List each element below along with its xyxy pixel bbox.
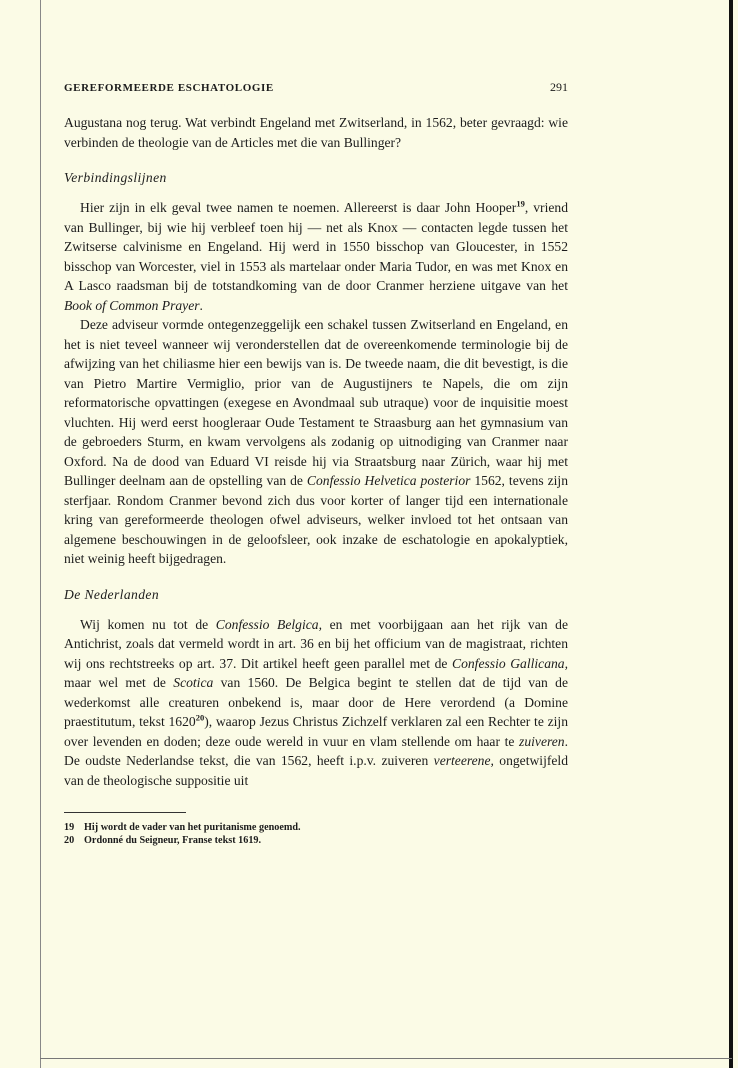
- text-run: .: [199, 297, 203, 313]
- running-header: [64, 80, 568, 95]
- text-run: Deze adviseur vormde ontegenzeggelijk een schakel tussen Zwitserland en Engeland, en het is niet teveel wanneer wij veronderstellen dat de overeenkomende terminologie bij de afwijzing van het chiliasme hier een bewijs van is. De tweede naam, die dit bevestigt, is die van Pietro Martire Vermiglio, prior van de Augustijners te Napels, die om zijn reformatorische opvattingen (exegese en Avondmaal sub utraque) voor de inquisitie moest vluchten. Hij werd eerst hoogleraar Oude Testament te Straasburg aan het gymnasium van de gebroeders Sturm, en kwam vervolgens als zodanig op uitnodiging van Cranmer naar Oxford. Na de dood van Eduard VI reisde hij via Straatsburg naar Zürich, waar hij met Bullinger deelnam aan de opstelling van de: [64, 317, 568, 488]
- italic-title-book-of-common-prayer: Book of Common Prayer: [64, 297, 200, 313]
- intro-paragraph: Augustana nog terug. Wat verbindt Engeland met Zwitserland, in 1562, beter gevraagd: wie verbinden de theologie van de Articles met die van Bullinger?: [64, 115, 568, 150]
- page-number: 291: [550, 80, 568, 94]
- running-title: GEREFORMEERDE ESCHATOLOGIE: [64, 82, 274, 94]
- text-run: . De oudste Nederlandse tekst, die van 1562, heeft i.p.v. zuiveren: [64, 733, 568, 768]
- text-run: , vriend van Bullinger, bij wie hij verbleef toen hij — net als Knox — contacten legde tussen het Zwitserse calvinisme en Engeland. Hij werd in 1550 bisschop van Gloucester, in 1552 bisschop van Worcester, viel in 1553 als martelaar onder Maria Tudor, en was met Knox en A Lasco raadsman bij de totstandkoming van de door Cranmer herziene uitgave van het: [64, 200, 568, 293]
- italic-title-confessio-helvetica: Confessio Helvetica posterior: [306, 473, 471, 488]
- paragraph-vermigli: [64, 315, 568, 569]
- page-content: [64, 80, 568, 847]
- text-run: maar wel met de: [64, 675, 174, 690]
- italic-word-zuiveren: zuiveren: [519, 733, 565, 749]
- footnote-ref-20[interactable]: 20: [195, 712, 205, 723]
- italic-title-confessio-belgica: Confessio Belgica,: [215, 616, 322, 632]
- page-left-edge: [40, 0, 41, 1068]
- text-run: 1562, tevens zijn sterfjaar. Rondom Cranmer bevond zich dus voor korter of langer tijd een internationale kring van gereformeerde theologen ofwel adviseurs, welker invloed tot het ontsaan van algemene beschouwingen in de geloofsleer, ook inzake de eschatologie en apokalyptiek, niet weinig heeft bijgedragen.: [64, 473, 568, 566]
- paragraph-confessio-belgica: [64, 615, 568, 791]
- footnote-text: Hij wordt de vader van het puritanisme genoemd.: [84, 822, 301, 833]
- text-run: en met voorbijgaan aan het rijk van de Antichrist, zoals dat vermeld wordt in art. 36 en bij het officium van de magistraat, richten wij ons rechtstreeks op art. 37. Dit artikel heeft geen parallel met de: [64, 616, 569, 671]
- footnote-ref-19[interactable]: 19: [516, 198, 525, 209]
- text-run: Wij komen nu tot de: [80, 616, 216, 632]
- paragraph-hooper: [64, 198, 568, 315]
- footnote-number: 19: [64, 822, 75, 833]
- italic-word-verteerene: verteerene,: [433, 753, 494, 768]
- footnote-19: [64, 821, 568, 834]
- footnote-number: 20: [64, 835, 75, 846]
- text-run: ongetwijfeld van de theologische suppositie uit: [64, 753, 568, 788]
- footnote-divider: [64, 812, 186, 813]
- page-bottom-edge: [40, 1058, 732, 1059]
- italic-title-confessio-gallicana: Confessio Gallicana,: [452, 655, 568, 671]
- section-heading-verbindingslijnen: Verbindingslijnen: [64, 170, 167, 185]
- footnote-text: Ordonné du Seigneur, Franse tekst 1619.: [84, 835, 262, 846]
- text-run: van 1560. De Belgica begint te stellen dat de tijd van de wederkomst alle creaturen onbekend is, maar door de Here verordend (a Domine praestitutum, tekst 1620: [64, 675, 568, 729]
- italic-title-scotica: Scotica: [173, 675, 214, 690]
- text-run: ), waarop Jezus Christus Zichzelf verklaren zal een Rechter te zijn over levenden en doden; deze oude wereld in vuur en vlam stellende om haar te: [64, 714, 568, 749]
- section-heading-de-nederlanden: De Nederlanden: [64, 586, 160, 602]
- text-run: Hier zijn in elk geval twee namen te noemen. Allereerst is daar John Hooper: [80, 200, 517, 215]
- footnote-20: [64, 834, 568, 847]
- page-right-edge: [729, 0, 733, 1068]
